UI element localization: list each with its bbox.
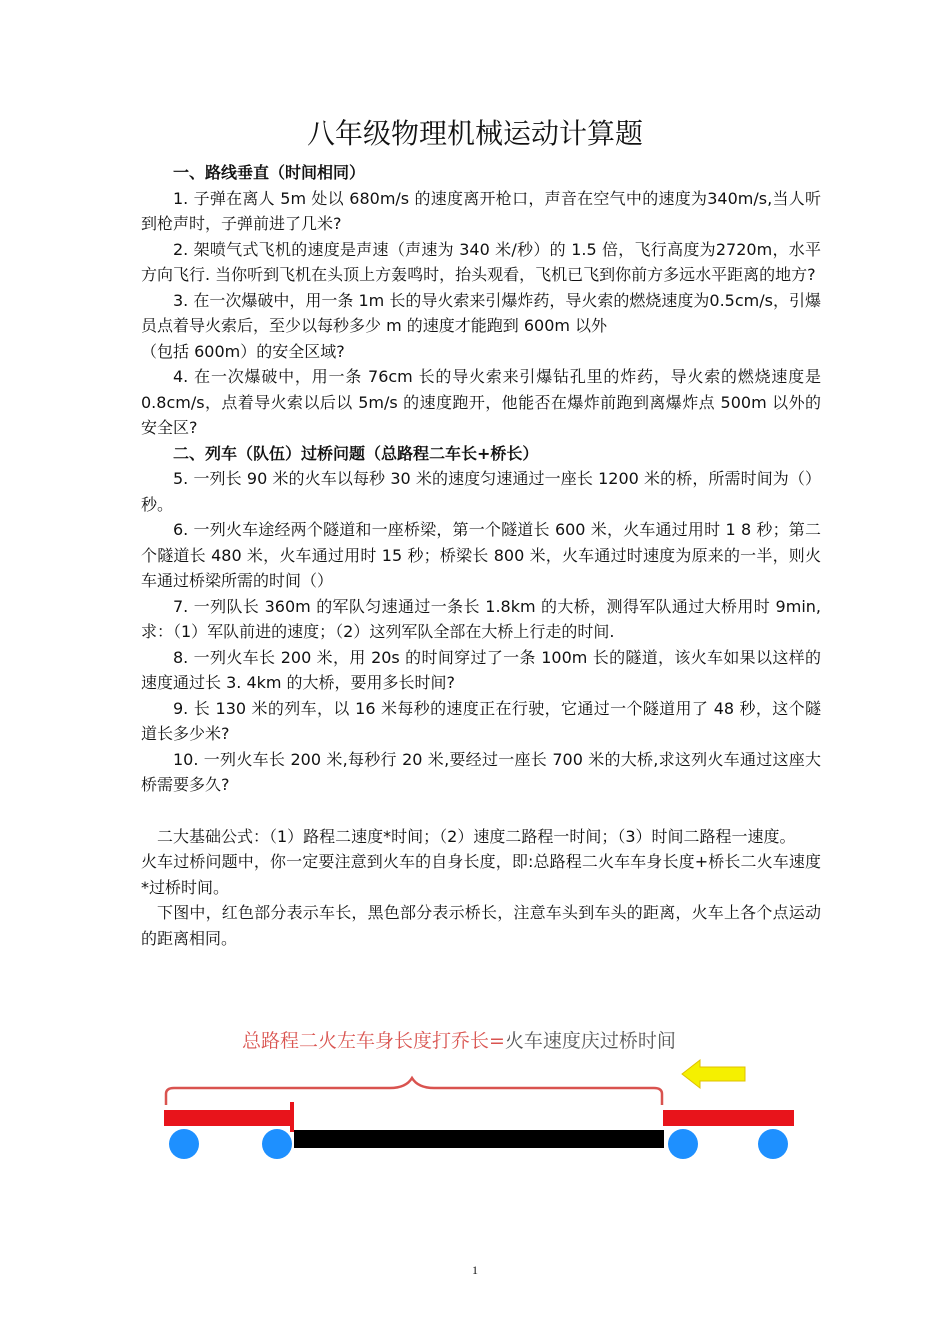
question-1: 1. 子弹在离人 5m 处以 680m/s 的速度离开枪口，声音在空气中的速度为340m/s,当人听到枪声时，子弹前进了几米?: [141, 188, 821, 233]
document-body: [141, 160, 821, 951]
question-6: 6. 一列火车途经两个隧道和一座桥梁，第一个隧道长 600 米，火车通过用时 1 8 秒；第二个隧道长 480 米，火车通过用时 15 秒；桥梁长 800 米，火车通过时速度为原来的一半，则火车通过桥梁所需的时间（）: [141, 520, 821, 590]
question-9: 9. 长 130 米的列车，以 16 米每秒的速度正在行驶，它通过一个隧道用了 48 秒，这个隧道长多少米?: [141, 698, 821, 743]
diagram-caption-grey: 火车速度庆过桥时间: [504, 1030, 676, 1052]
question-3: 3. 在一次爆破中，用一条 1m 长的导火索来引爆炸药，导火索的燃烧速度为0.5cm/s，引爆员点着导火索后，至少以每秒多少 m 的速度才能跑到 600m 以外: [141, 290, 821, 335]
wheel-icon: [169, 1129, 199, 1159]
question-2: 2. 架喷气式飞机的速度是声速（声速为 340 米/秒）的 1.5 倍，飞行高度为2720m，水平方向飞行. 当你听到飞机在头顶上方轰鸣时，抬头观看，飞机已飞到你前方多远水平距离的地方?: [141, 239, 821, 284]
train-body-right: [663, 1110, 794, 1126]
direction-arrow-icon: [682, 1060, 745, 1088]
question-4: 4. 在一次爆破中，用一条 76cm 长的导火索来引爆钻孔里的炸药，导火索的燃烧速度是 0.8cm/s，点着导火索以后以 5m/s 的速度跑开，他能否在爆炸前跑到离爆炸点 500m 以外的安全区?: [141, 367, 821, 437]
question-5: 5. 一列长 90 米的火车以每秒 30 米的速度匀速通过一座长 1200 米的桥，所需时间为（）秒。: [141, 469, 821, 514]
document-title: 八年级物理机械运动计算题: [306, 117, 643, 150]
bridge-note: 火车过桥问题中，你一定要注意到火车的自身长度，即:总路程二火车车身长度+桥长二火车速度*过桥时间。: [141, 852, 821, 897]
formula-summary: 二大基础公式：（1）路程二速度*时间；（2）速度二路程一时间；（3）时间二路程一速度。: [157, 826, 796, 846]
train-body-left: [164, 1110, 292, 1126]
wheel-icon: [262, 1129, 292, 1159]
question-10: 10. 一列火车长 200 米,每秒行 20 米,要经过一座长 700 米的大桥,求这列火车通过这座大桥需要多久?: [141, 749, 821, 794]
section2-heading: 二、列车（队伍）过桥问题（总路程二车长+桥长）: [173, 443, 539, 463]
question-3-continued: （包括 600m）的安全区域?: [141, 341, 345, 361]
page-number: 1: [472, 1263, 478, 1277]
question-7: 7. 一列队长 360m 的军队匀速通过一条长 1.8km 的大桥，测得军队通过大桥用时 9min, 求：（1）军队前进的速度；（2）这列军队全部在大桥上行走的时间.: [141, 596, 821, 641]
diagram-caption-red: 总路程二火左车身长度打乔长=: [242, 1030, 505, 1052]
bridge-bar: [294, 1130, 664, 1148]
train-bridge-diagram: [160, 1020, 800, 1170]
spacer: [141, 798, 821, 824]
figure-description: 下图中，红色部分表示车长，黑色部分表示桥长，注意车头到车头的距离，火车上各个点运动的距离相同。: [141, 903, 821, 948]
wheel-icon: [668, 1129, 698, 1159]
diagram-graphic: [160, 1020, 800, 1170]
wheel-icon: [758, 1129, 788, 1159]
question-8: 8. 一列火车长 200 米，用 20s 的时间穿过了一条 100m 长的隧道，该火车如果以这样的速度通过长 3. 4km 的大桥，要用多长时间?: [141, 647, 821, 692]
section1-heading: 一、路线垂直（时间相同）: [173, 163, 366, 182]
distance-bracket: [166, 1078, 662, 1105]
